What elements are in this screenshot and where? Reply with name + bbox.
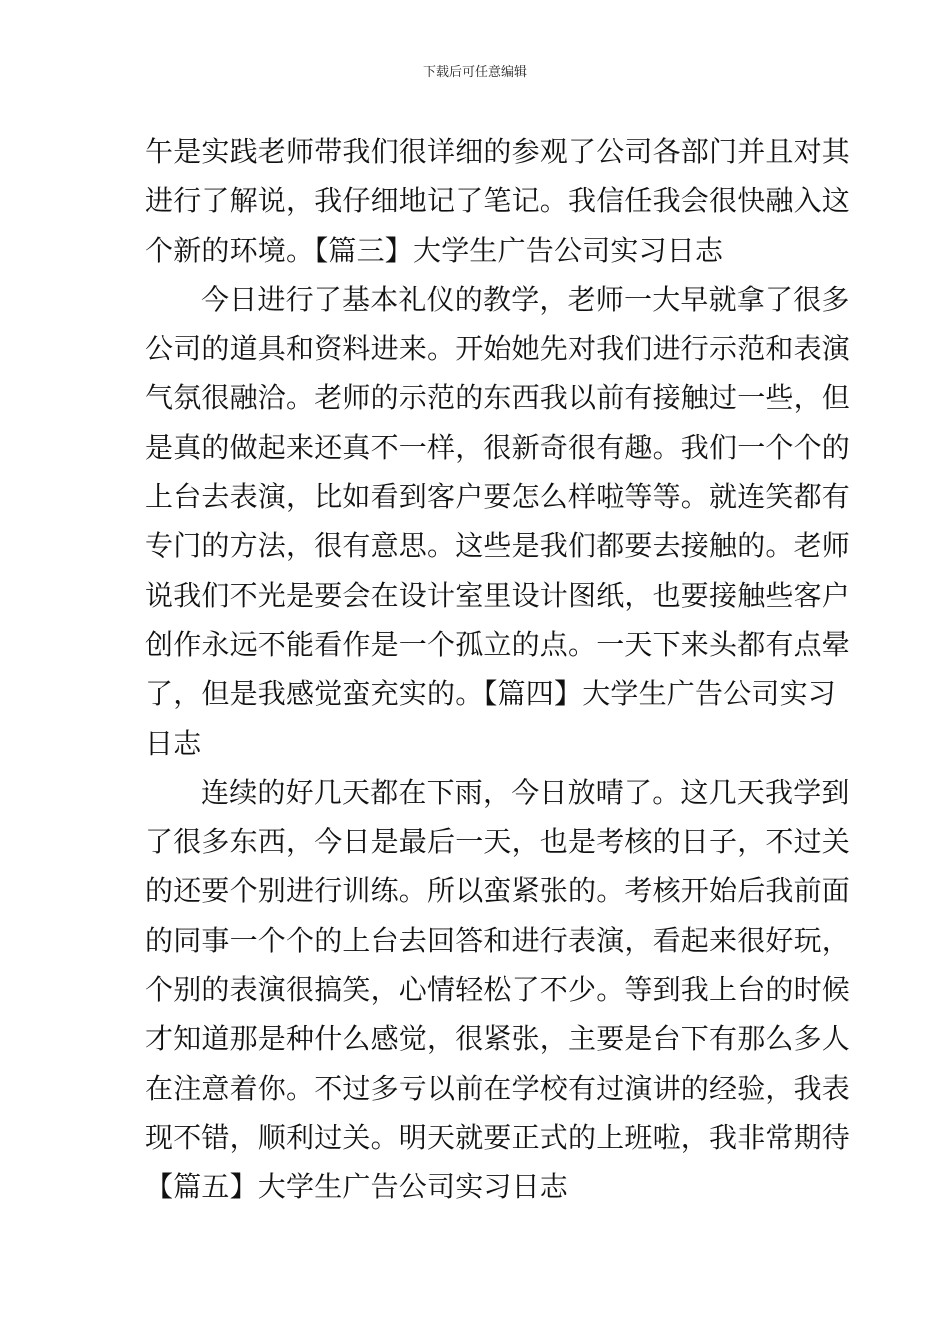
text-line: 说我们不光是要会在设计室里设计图纸，也要接触些客户 bbox=[145, 578, 851, 612]
text-line: 午是实践老师带我们很详细的参观了公司各部门并且对其 bbox=[145, 135, 851, 168]
text-line: 个别的表演很搞笑，心情轻松了不少。等到我上台的时候 bbox=[145, 973, 851, 1007]
text-line: 的同事一个个的上台去回答和进行表演，看起来很好玩， bbox=[145, 923, 851, 957]
text-line: 创作永远不能看作是一个孤立的点。一天下来头都有点晕 bbox=[145, 627, 851, 661]
text-line: 进行了解说，我仔细地记了笔记。我信任我会很快融入这 bbox=[145, 184, 851, 218]
text-line: 上台去表演，比如看到客户要怎么样啦等等。就连笑都有 bbox=[145, 480, 851, 514]
text-line: 了，但是我感觉蛮充实的。【篇四】大学生广告公司实习 bbox=[145, 677, 837, 711]
paragraph-start-line: 连续的好几天都在下雨，今日放晴了。这几天我学到 bbox=[201, 775, 850, 809]
paragraph-start-line: 今日进行了基本礼仪的教学，老师一大早就拿了很多 bbox=[201, 282, 850, 316]
text-line: 日志 bbox=[145, 726, 202, 760]
text-line: 个新的环境。【篇三】大学生广告公司实习日志 bbox=[145, 233, 724, 267]
text-line: 公司的道具和资料进来。开始她先对我们进行示范和表演 bbox=[145, 332, 851, 366]
text-line: 是真的做起来还真不一样，很新奇很有趣。我们一个个的 bbox=[145, 430, 851, 464]
text-line: 专门的方法，很有意思。这些是我们都要去接触的。老师 bbox=[145, 529, 851, 563]
text-line: 的还要个别进行训练。所以蛮紧张的。考核开始后我前面 bbox=[145, 874, 851, 908]
text-line: 现不错，顺利过关。明天就要正式的上班啦，我非常期待 bbox=[145, 1120, 851, 1154]
page-header: 下载后可任意编辑 bbox=[422, 65, 527, 80]
section-heading-line: 【篇五】大学生广告公司实习日志 bbox=[145, 1170, 569, 1204]
text-line: 才知道那是种什么感觉，很紧张，主要是台下有那么多人 bbox=[145, 1022, 851, 1056]
text-line: 在注意着你。不过多亏以前在学校有过演讲的经验，我表 bbox=[145, 1071, 851, 1105]
text-line: 了很多东西，今日是最后一天，也是考核的日子，不过关 bbox=[145, 825, 851, 859]
text-line: 气氛很融洽。老师的示范的东西我以前有接触过一些，但 bbox=[145, 381, 851, 415]
document-body bbox=[145, 127, 851, 1212]
